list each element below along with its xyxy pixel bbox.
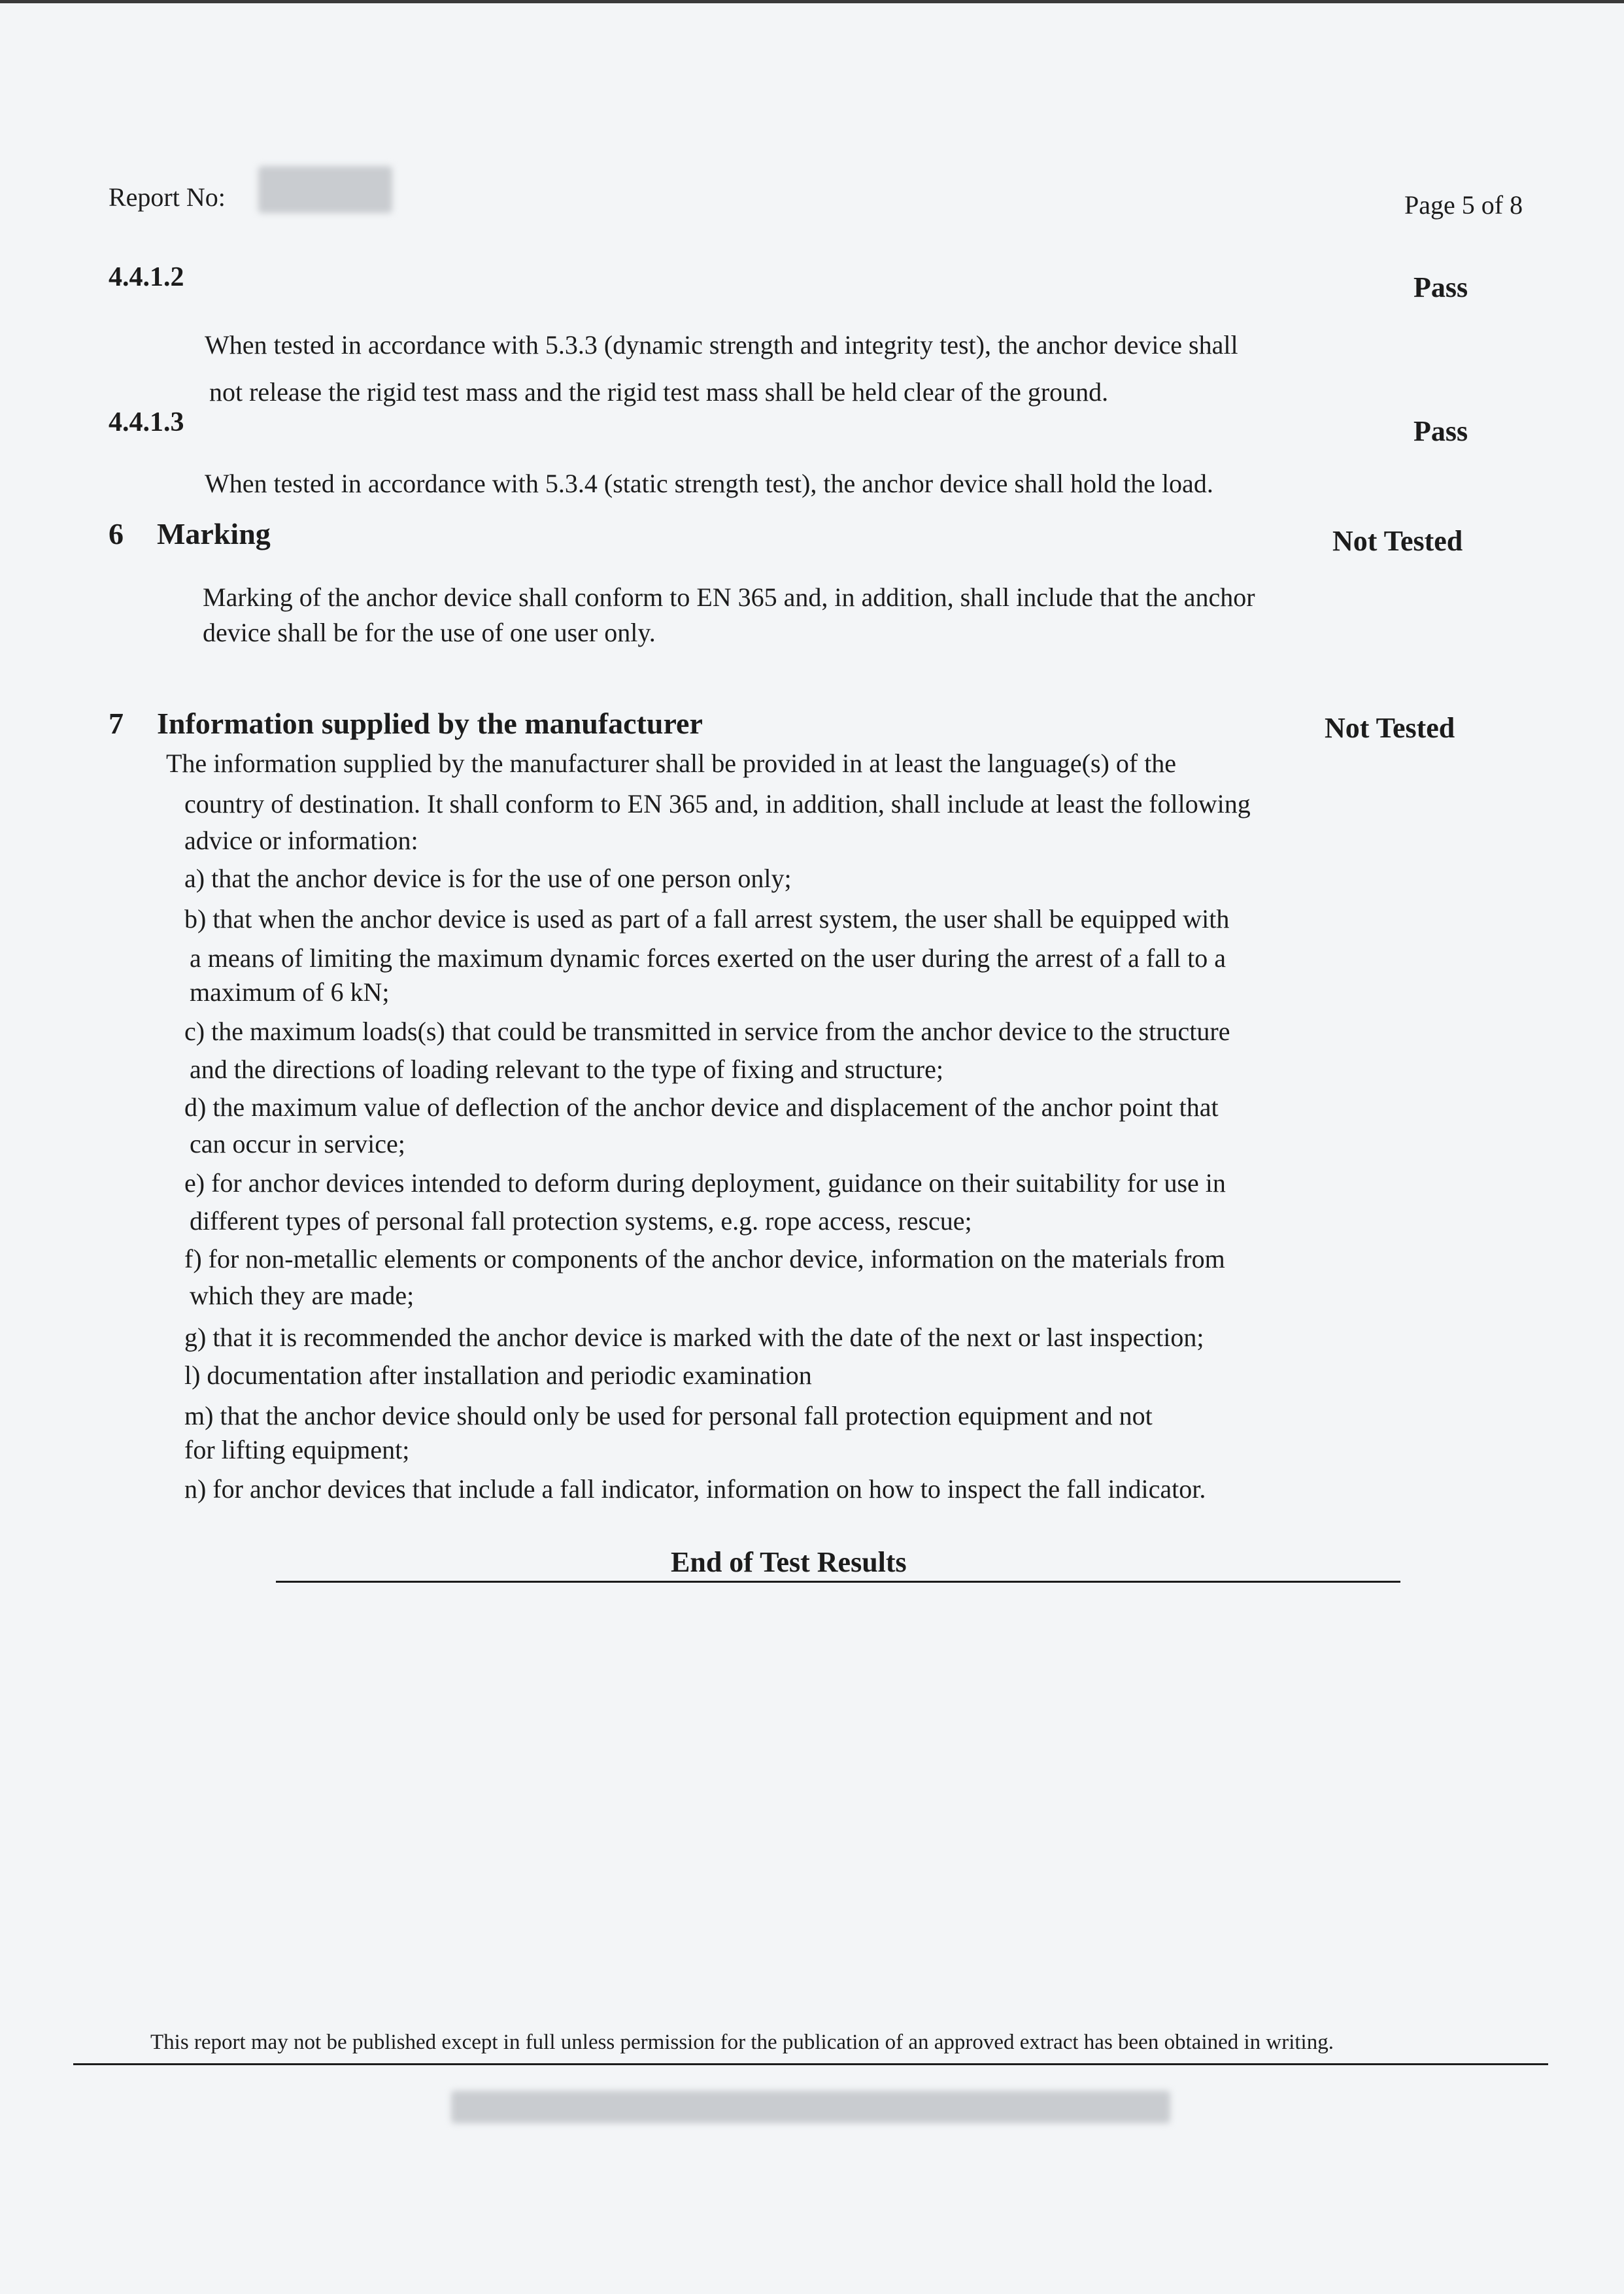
section-7-line: country of destination. It shall conform to EN 365 and, in addition, shall include at least the following — [184, 789, 1251, 818]
section-6-line: Marking of the anchor device shall conform to EN 365 and, in addition, shall include that the anchor — [203, 582, 1255, 612]
section-7-line: n) for anchor devices that include a fall indicator, information on how to inspect the fall indicator. — [184, 1474, 1206, 1504]
section-6-line: device shall be for the use of one user only. — [203, 618, 656, 647]
section-7-line: maximum of 6 kN; — [190, 977, 390, 1007]
section-7-line: and the directions of loading relevant to the type of fixing and structure; — [190, 1054, 943, 1084]
section-7-line: l) documentation after installation and periodic examination — [184, 1360, 812, 1390]
section-7-line: a) that the anchor device is for the use of one person only; — [184, 864, 792, 893]
section-4-4-1-2-line: When tested in accordance with 5.3.3 (dynamic strength and integrity test), the anchor device shall — [205, 330, 1238, 360]
redacted-footer-address — [451, 2091, 1170, 2123]
redacted-report-number — [258, 166, 392, 213]
section-4-4-1-3-number: 4.4.1.3 — [109, 407, 184, 437]
section-7-line: which they are made; — [190, 1281, 414, 1310]
section-6-result: Not Tested — [1332, 525, 1463, 557]
scan-top-edge — [0, 0, 1624, 3]
page-number: Page 5 of 8 — [1404, 190, 1523, 220]
section-4-4-1-2-number: 4.4.1.2 — [109, 262, 184, 292]
section-4-4-1-2-line: not release the rigid test mass and the rigid test mass shall be held clear of the ground. — [209, 377, 1109, 407]
section-7-result: Not Tested — [1325, 712, 1455, 744]
section-7-line: b) that when the anchor device is used as part of a fall arrest system, the user shall be equipped with — [184, 904, 1230, 934]
end-of-results-label: End of Test Results — [671, 1546, 907, 1578]
section-7-line: m) that the anchor device should only be used for personal fall protection equipment and not — [184, 1401, 1153, 1430]
section-7-line: for lifting equipment; — [184, 1435, 410, 1464]
section-7-line: can occur in service; — [190, 1129, 405, 1158]
section-7-line: different types of personal fall protection systems, e.g. rope access, rescue; — [190, 1206, 972, 1236]
section-7-number: 7 — [109, 707, 124, 740]
publication-notice: This report may not be published except in full unless permission for the publication of an approved extract has been obtained in writing. — [150, 2031, 1334, 2054]
section-4-4-1-2-result: Pass — [1413, 271, 1468, 303]
section-6-number: 6 — [109, 517, 124, 550]
end-of-results-rule — [276, 1581, 1400, 1583]
section-7-line: a means of limiting the maximum dynamic forces exerted on the user during the arrest of a fall to a — [190, 943, 1226, 973]
section-7-title: Information supplied by the manufacturer — [157, 707, 703, 740]
section-7-line: g) that it is recommended the anchor device is marked with the date of the next or last inspection; — [184, 1323, 1204, 1352]
section-7-line: f) for non-metallic elements or components of the anchor device, information on the materials from — [184, 1244, 1225, 1274]
section-7-line: e) for anchor devices intended to deform during deployment, guidance on their suitability for use in — [184, 1168, 1226, 1198]
footer-rule — [73, 2063, 1548, 2065]
section-7-line: advice or information: — [184, 826, 418, 855]
section-4-4-1-3-line: When tested in accordance with 5.3.4 (static strength test), the anchor device shall hold the load. — [205, 469, 1213, 498]
section-7-line: c) the maximum loads(s) that could be transmitted in service from the anchor device to the structure — [184, 1017, 1230, 1046]
section-6-title: Marking — [157, 517, 271, 550]
report-number-label: Report No: — [109, 182, 226, 212]
section-7-line: d) the maximum value of deflection of the anchor device and displacement of the anchor point that — [184, 1092, 1219, 1122]
section-4-4-1-3-result: Pass — [1413, 415, 1468, 447]
section-7-line: The information supplied by the manufacturer shall be provided in at least the language(s) of the — [166, 749, 1177, 778]
